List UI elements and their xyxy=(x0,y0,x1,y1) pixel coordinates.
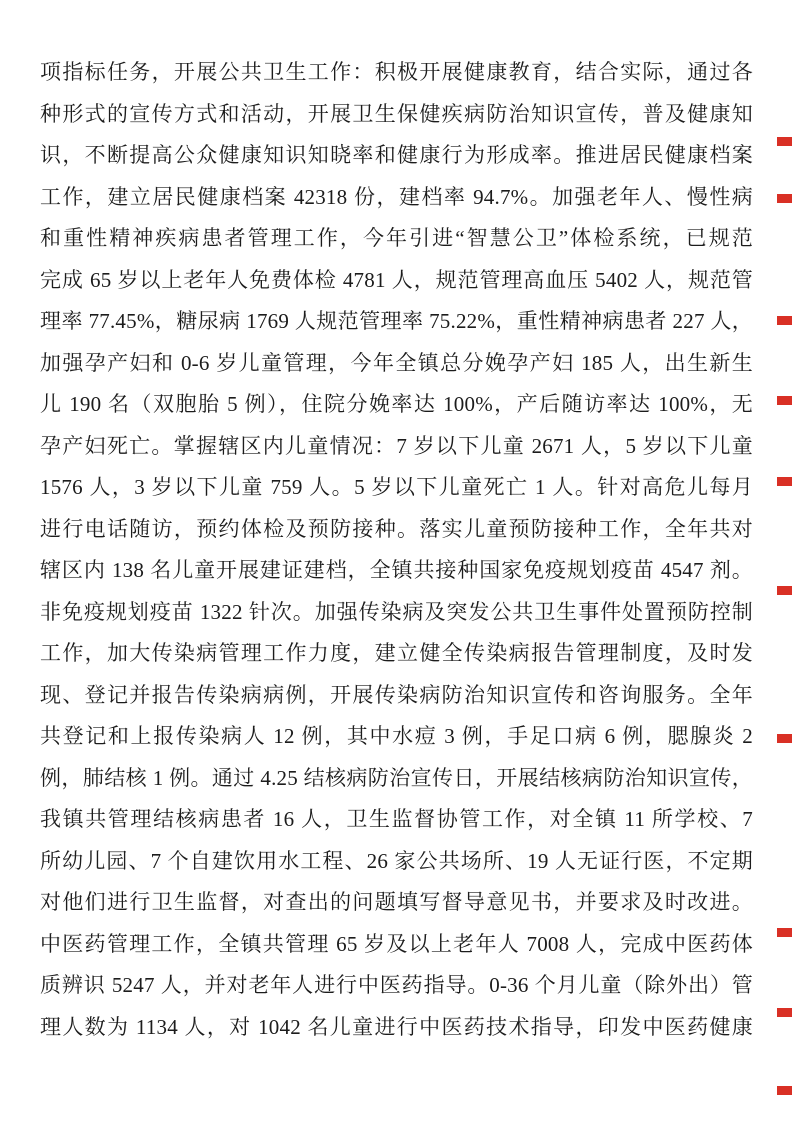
text-line: 现、登记并报告传染病病例，开展传染病防治知识宣传和咨询服务。全年 xyxy=(40,682,753,707)
text-line: 工作，加大传染病管理工作力度，建立健全传染病报告管理制度，及时发 xyxy=(40,641,753,665)
text-line: 儿 190 名（双胞胎 5 例），住院分娩率达 100%，产后随访率达 100%，无 xyxy=(40,392,753,416)
text-line: 和重性精神疾病患者管理工作，今年引进“智慧公卫”体检系统，已规范 xyxy=(40,226,753,250)
text-line: 我镇共管理结核病患者 16 人，卫生监督协管工作，对全镇 11 所学校、7 xyxy=(40,807,753,831)
text-line: 中医药管理工作，全镇共管理 65 岁及以上老年人 7008 人，完成中医药体 xyxy=(40,931,753,956)
text-line: 孕产妇死亡。掌握辖区内儿童情况：7 岁以下儿童 2671 人，5 岁以下儿童 xyxy=(40,433,753,458)
revision-mark xyxy=(777,586,792,595)
text-line: 理人数为 1134 人，对 1042 名儿童进行中医药技术指导，印发中医药健康 xyxy=(40,1014,753,1039)
revision-mark xyxy=(777,316,792,325)
text-line: 例，肺结核 1 例。通过 4.25 结核病防治宣传日，开展结核病防治知识宣传， xyxy=(40,765,753,790)
revision-mark xyxy=(777,734,792,743)
document-text-block xyxy=(40,52,753,1048)
text-line: 质辨识 5247 人，并对老年人进行中医药指导。0-36 个月儿童（除外出）管 xyxy=(40,973,753,997)
text-line: 所幼儿园、7 个自建饮用水工程、26 家公共场所、19 人无证行医，不定期 xyxy=(40,848,753,873)
text-line: 共登记和上报传染病人 12 例，其中水痘 3 例，手足口病 6 例，腮腺炎 2 xyxy=(40,724,753,748)
text-line: 非免疫规划疫苗 1322 针次。加强传染病及突发公共卫生事件处置预防控制 xyxy=(40,599,753,624)
revision-mark xyxy=(777,194,792,203)
revision-mark xyxy=(777,477,792,486)
text-line: 1576 人，3 岁以下儿童 759 人。5 岁以下儿童死亡 1 人。针对高危儿每月 xyxy=(40,475,753,499)
text-line: 对他们进行卫生监督，对查出的问题填写督导意见书，并要求及时改进。 xyxy=(40,890,753,914)
text-line: 辖区内 138 名儿童开展建证建档，全镇共接种国家免疫规划疫苗 4547 剂。 xyxy=(40,558,753,582)
text-line: 加强孕产妇和 0-6 岁儿童管理，今年全镇总分娩孕产妇 185 人，出生新生 xyxy=(40,350,753,375)
text-line: 进行电话随访，预约体检及预防接种。落实儿童预防接种工作，全年共对 xyxy=(40,516,753,541)
right-edge-annotation-marks xyxy=(773,0,793,1122)
revision-mark xyxy=(777,1086,792,1095)
revision-mark xyxy=(777,137,792,146)
revision-mark xyxy=(777,396,792,405)
text-line: 识，不断提高公众健康知识知晓率和健康行为形成率。推进居民健康档案 xyxy=(40,143,753,167)
text-line: 理率 77.45%，糖尿病 1769 人规范管理率 75.22%，重性精神病患者 227 人， xyxy=(40,309,753,333)
text-line: 种形式的宣传方式和活动，开展卫生保健疾病防治知识宣传，普及健康知 xyxy=(40,101,753,126)
revision-mark xyxy=(777,928,792,937)
text-line: 工作，建立居民健康档案 42318 份，建档率 94.7%。加强老年人、慢性病 xyxy=(40,184,753,209)
text-line: 项指标任务，开展公共卫生工作：积极开展健康教育，结合实际，通过各 xyxy=(40,60,753,84)
text-line: 完成 65 岁以上老年人免费体检 4781 人，规范管理高血压 5402 人，规范管 xyxy=(40,267,753,292)
revision-mark xyxy=(777,1008,792,1017)
